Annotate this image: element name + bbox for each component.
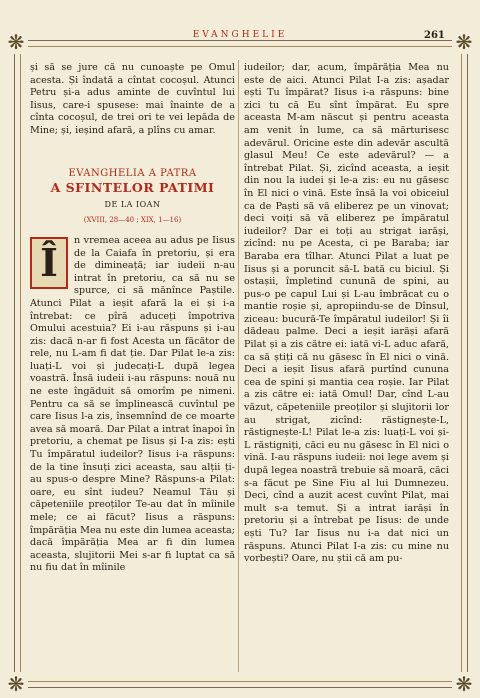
paragraph-right: iudeilor; dar, acum, împărăția Mea nu este de aici. Atunci Pilat I-a zis: așadar ești Tu împărat? Iisus i-a răspuns: bine zici tu că Eu sînt împărat. Eu spre aceasta M-am născut și pentru aceasta am venit în lume, ca să mărturisesc adevărul. Oricine este din adevăr ascultă glasul Meu! Ce este adevărul? — a întrebat Pilat. Și, zicînd aceasta, a ieșit din nou la iudei și le-a zis: eu nu găsesc în El nici o vină. Este însă la voi obiceiul ca de Paști să vă eliberez pe un vinovat; deci voiți să vă eliberez pe împăratul iudeilor? Dar ei toți au strigat iarăși, zicînd: nu pe Acesta, ci pe Baraba; iar Baraba era tîlhar. Atunci Pilat a luat pe Iisus și a poruncit să-L bată cu biciul. Și ostașii, împletind cunună de spini, au pus-o pe capul Lui și L-au îmbrăcat cu o mantie roșie și, apropiindu-se de Dînsul, ziceau: bucură-Te împăratul iudeilor! Și îi dădeau palme. Deci a ieșit iarăși afară Pilat și a zis către ei: iată vi-L aduc afară, ca să știți că nu găsesc în El nici o vină. Deci a ieșit Iisus afară purtînd cununa cea de spini și mantia cea roșie. Iar Pilat a zis către ei: iată Omul! Dar, cînd L-au văzut, căpeteniile preoților și slujitorii lor au strigat, zicînd: răstignește-L, răstignește-L! Pilat le-a zis: luați-L voi și-L răstigniți, căci eu nu găsesc în El nici o vină. I-au răspuns iudeii: noi lege avem și după legea noastră trebuie să moară, căci s-a făcut pe Sine Fiu al lui Dumnezeu. Deci, cînd a auzit acest cuvînt Pilat, mai mult s-a temut. Și a intrat iarăși în pretoriu și a întrebat pe Iisus: de unde ești Tu? Iar Iisus nu i-a dat nici un răspuns. Atunci Pilat I-a zis: cu mine nu vorbești? Oare, nu știi că am pu- [244,62,449,565]
section-heading-line-2: A SFINTELOR PATIMI [50,180,215,196]
drop-cap-letter: Î [30,237,68,289]
section-heading-line-1: EVANGHELIA A PATRA [68,167,197,179]
right-column [244,62,449,566]
running-title: EVANGHELIE [192,30,288,40]
left-column [30,62,235,575]
main-passage [30,235,235,575]
column-divider [238,60,239,672]
page-number: 261 [424,30,445,41]
passage-text: n vremea aceea au adus pe Iisus de la Caiafa în pretoriu, și era de dimineață; iar iudeii n-au intrat în pretoriu, ca să nu se spurce, ci să mănînce Paștile. Atunci Pilat a ieșit afară la ei și i-a întrebat: ce pîră aduceți împotriva Omului acestuia? Ei i-au răspuns și i-au zis: dacă n-ar fi fost Acesta un făcător de rele, nu L-am fi dat ție. Dar Pilat le-a zis: luați-L voi și judecați-L după legea voastră. Însă iudeii i-au răspuns: nouă nu ne este îngăduit să omorîm pe nimeni. Pentru ca să se împlinească cuvîntul pe care Iisus l-a zis, însemnînd de ce moarte avea să moară. Dar Pilat a intrat înapoi în pretoriu, a chemat pe Iisus și I-a zis: ești Tu împăratul iudeilor? Iisus i-a răspuns: de la tine însuți zici aceasta, sau alții ți-au spus-o despre Mine? Răspuns-a Pilat: oare, eu sînt iudeu? Neamul Tău și căpeteniile preoților Te-au dat în mîinile mele; ce ai făcut? Iisus a răspuns: împărăția Mea nu este din lumea aceasta; dacă împărăția Mea ar fi din lumea aceasta, slujitorii Mei s-ar fi luptat ca să nu fiu dat în mîinile [30,234,235,574]
corner-ornament-icon: ❋ [4,30,28,54]
section-reference: (XVIII, 28—40 ; XIX, 1—16) [83,216,182,225]
paragraph-continuation: și să se jure că nu cunoaște pe Omul acesta. Și îndată a cîntat cocoșul. Atunci Petru și-a adus aminte de cuvîntul lui Iisus, care-i spusese: mai înainte de a cînta cocoșul, de trei ori te vei lepăda de Mine; și, ieșind afară, a plîns cu amar. [30,62,235,136]
corner-ornament-icon: ❋ [4,672,28,696]
corner-ornament-icon: ❋ [452,30,476,54]
section-subheading: DE LA IOAN [104,199,161,209]
corner-ornament-icon: ❋ [452,672,476,696]
